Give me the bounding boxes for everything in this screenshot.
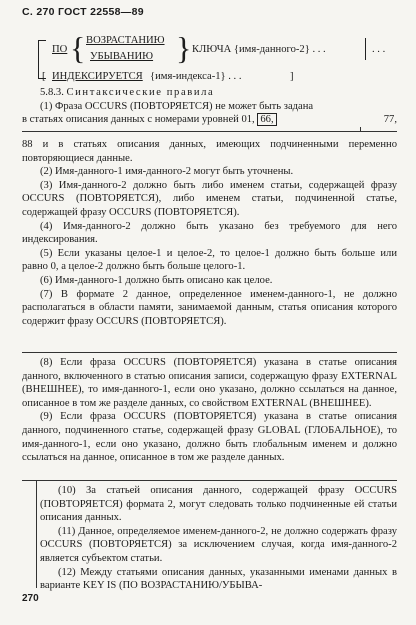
rule-4: (4) Имя-данного-2 должно быть указано без требуемого для него индексирования. xyxy=(22,220,397,246)
rules-block-b xyxy=(22,356,397,465)
standard-number: ГОСТ 22558—89 xyxy=(57,6,144,18)
rules-block-c xyxy=(40,484,397,593)
frame-left xyxy=(36,480,37,588)
syntax-line-1 xyxy=(50,30,400,66)
section-intro xyxy=(22,86,397,127)
rule-2: (2) Имя-данного-1 имя-данного-2 могут быть уточнены. xyxy=(40,166,294,178)
section-title: Синтаксические правила xyxy=(66,87,215,98)
rule-5: (5) Если указаны целое-1 и целое-2, то целое-1 должно быть больше или равно 0, а целое-2 должно быть больше целого-1. xyxy=(22,247,397,273)
rule-1-line-a: (1) Фраза OCCURS (ПОВТОРЯЕТСЯ) не может быть задана xyxy=(40,100,314,112)
rule-1-line-b: в статьях описания данных с номерами уровней 01, 66, 77, xyxy=(22,114,397,126)
page-header xyxy=(22,6,144,20)
left-bracket-top xyxy=(38,40,46,41)
rule-6: (6) Имя-данного-1 должно быть описано как целое. xyxy=(40,274,273,286)
po-keyword: ПО xyxy=(52,44,68,55)
divider-tick xyxy=(360,127,361,132)
left-bracket xyxy=(38,40,39,78)
key-phrase: КЛЮЧА {имя-данного-2} . . . xyxy=(192,44,326,55)
right-brace: } xyxy=(176,30,192,66)
ascending-keyword: ВОЗРАСТАНИЮ xyxy=(86,35,165,46)
right-bracket-inner xyxy=(365,38,366,60)
rule-7: (7) В формате 2 данное, определенное именем-данного-1, не должно располагаться в области памяти, занимаемой данным, статья описания которого содержит фразу OCCURS (ПОВТОРЯЕТСЯ). xyxy=(22,288,397,327)
divider-middle xyxy=(22,352,397,353)
divider-top xyxy=(22,131,397,132)
divider-lower xyxy=(22,480,397,481)
descending-keyword: УБЫВАНИЮ xyxy=(90,51,154,62)
rule-10: (10) За статьей описания данного, содержащей фразу OCCURS (ПОВТОРЯЕТСЯ) формата 2, могут следовать только подчиненные ей статьи описания данных. xyxy=(40,485,397,524)
index-phrase: {имя-индекса-1} . . . xyxy=(150,71,242,82)
rule-1-cont: 88 и в статьях описания данных, имеющих подчиненными переменно повторяющиеся данные. xyxy=(22,139,397,164)
rules-block-a xyxy=(22,138,397,328)
left-brace: { xyxy=(70,30,86,66)
indexed-keyword: ИНДЕКСИРУЕТСЯ xyxy=(52,71,143,82)
page-number: 270 xyxy=(22,593,39,604)
rule-9: (9) Если фраза OCCURS (ПОВТОРЯЕТСЯ) указана в статье описания данного, подчиненного статье, содержащей фразу GLOBAL (ГЛОБАЛЬНОЕ), то имя-данного-1, если оно указано, должно быть глобальным именем и должно ссылаться на данное, описанное в том же разделе данных. xyxy=(22,411,397,464)
rule-3: (3) Имя-данного-2 должно быть либо именем статьи, содержащей фразу OCCURS (ПОВТОРЯЕТСЯ), либо именем статьи, подчиненной статье, содержащей фразу OCCURS (ПОВТОРЯЕТСЯ). xyxy=(22,179,397,218)
rule-12: (12) Между статьями описания данных, указанными именами данных в варианте KEY IS (ПО ВОЗРАСТАНИЮ/УБЫВА- xyxy=(40,566,397,592)
boxed-level-66: 66, xyxy=(257,113,276,126)
syntax-format xyxy=(42,30,400,86)
repeat-dots: . . . xyxy=(372,44,386,55)
rule-8: (8) Если фраза OCCURS (ПОВТОРЯЕТСЯ) указана в статье описания данного, включенного в статью описания записи, содержащую фразу EXTERNAL (ВНЕШНЕЕ), то имя-данного-1, если оно указано, должно ссылаться на данное, описанное в том же разделе данных, со свойством EXTERNAL (ВНЕШНЕЕ). xyxy=(22,357,397,409)
rule-11: (11) Данное, определяемое именем-данного-2, не должно содержать фразу OCCURS (ПОВТОРЯЕТСЯ) за исключением случая, когда имя-данного-2 является субъектом статьи. xyxy=(40,525,397,564)
page-ref: С. 270 xyxy=(22,6,55,18)
syntax-line-2: [ ИНДЕКСИРУЕТСЯ {имя-индекса-1} . . . ] xyxy=(42,71,294,82)
section-heading: 5.8.3. Синтаксические правила xyxy=(40,87,215,98)
